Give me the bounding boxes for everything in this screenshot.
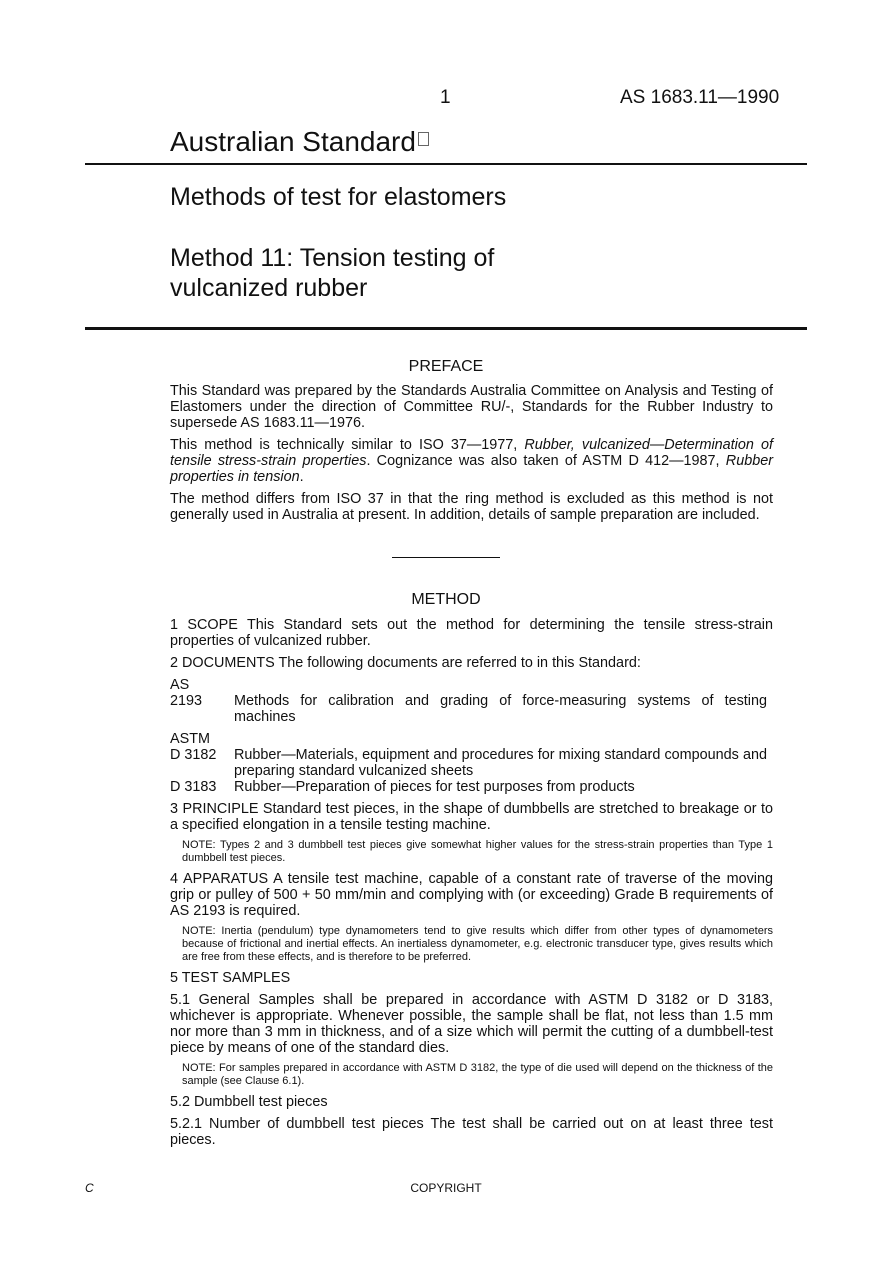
clause-3-text: Standard test pieces, in the shape of dumbbells are stretched to breakage or to a specified elongation in a tensile testing machine.	[170, 801, 773, 833]
method-heading: METHOD	[411, 591, 481, 608]
preface-p2-iso-title: Rubber, vulcanized—Determination of tensile stress-strain properties	[170, 437, 773, 469]
ref-d-3182	[170, 747, 773, 779]
ref-d-3183	[170, 779, 773, 795]
section-divider	[392, 557, 500, 558]
clause-5-1	[170, 992, 773, 1056]
clause-5-1-label: 5.1 General	[170, 992, 250, 1008]
method-title-line-2: vulcanized rubber	[170, 274, 368, 302]
clause-1	[170, 617, 773, 649]
ref-code: 2193	[170, 693, 203, 709]
clause-4	[170, 871, 773, 919]
preface-paragraph-2	[170, 437, 773, 485]
clause-5-2-1	[170, 1116, 773, 1148]
preface-p2-text-b: . Cognizance was also taken of ASTM D 412—1987,	[366, 453, 726, 469]
brand-title	[170, 126, 429, 158]
preface-body	[170, 383, 773, 529]
ref-as-2193	[170, 693, 773, 725]
ref-code: D 3182	[170, 747, 217, 763]
ref-group-astm: ASTM	[170, 731, 210, 747]
clause-5-2-1-text: The test shall be carried out on at least three test pieces.	[170, 1116, 773, 1148]
ref-code: D 3183	[170, 779, 217, 795]
clause-5-2-1-label: 5.2.1 Number of dumbbell test pieces	[170, 1116, 424, 1132]
ref-group-as: AS	[170, 677, 190, 693]
preface-p2-text-c: .	[299, 469, 304, 485]
method-body	[170, 617, 773, 1154]
clause-2-text: The following documents are referred to in this Standard:	[278, 655, 641, 671]
clause-2	[170, 655, 773, 671]
clause-5-1-text: Samples shall be prepared in accordance with ASTM D 3182 or D 3183, whichever is appropriate. Whenever possible, the sample shall be flat, not less than 1.5 mm nor more than 3 mm in thickness, and of a size which will permit the cutting of a dumbbell-test piece by means of one of the standard dies.	[170, 992, 774, 1056]
clause-3-note: NOTE: Types 2 and 3 dumbbell test pieces give somewhat higher values for the stress-strain properties than Type 1 dumbbell test pieces.	[182, 839, 773, 864]
method-title	[170, 243, 590, 303]
brand-text: Australian Standard	[170, 126, 416, 157]
title-divider	[85, 163, 807, 165]
page-number: 1	[440, 87, 451, 108]
clause-4-label: 4 APPARATUS	[170, 871, 269, 887]
clause-3-label: 3 PRINCIPLE	[170, 801, 259, 817]
clause-5-2: 5.2 Dumbbell test pieces	[170, 1094, 328, 1110]
footer-mark: C	[85, 1181, 94, 1195]
preface-p2-astm-title: Rubber properties in tension	[170, 453, 773, 485]
standard-number: AS 1683.11—1990	[620, 87, 780, 108]
clause-4-note: NOTE: Inertia (pendulum) type dynamometers tend to give results which differ from other types of dynamometers because of frictional and inertial effects. An inertialess dynamometer, e.g. electronic transducer type, gives results which are free from these effects, and is therefore to be preferred.	[182, 925, 773, 963]
registered-mark-icon	[418, 132, 429, 146]
preface-heading: PREFACE	[408, 358, 484, 375]
series-title: Methods of test for elastomers	[170, 183, 507, 211]
preface-paragraph-1: This Standard was prepared by the Standards Australia Committee on Analysis and Testing of Elastomers under the direction of Committee RU/-, Standards for the Rubber Industry to supersede AS 1683.11—1976.	[170, 383, 773, 431]
clause-4-text: A tensile test machine, capable of a constant rate of traverse of the moving grip or pulley of 500 + 50 mm/min and complying with (or exceeding) Grade B requirements of AS 2193 is required.	[170, 871, 773, 919]
ref-desc: Rubber—Materials, equipment and procedures for mixing standard compounds and preparing standard vulcanized sheets	[234, 747, 767, 779]
clause-5-1-note: NOTE: For samples prepared in accordance with ASTM D 3182, the type of die used will depend on the thickness of the sample (see Clause 6.1).	[182, 1062, 773, 1087]
clause-1-text: This Standard sets out the method for determining the tensile stress-strain properties of vulcanized rubber.	[170, 617, 773, 649]
header-divider	[85, 327, 807, 330]
footer-copyright: COPYRIGHT	[410, 1181, 482, 1195]
ref-desc: Methods for calibration and grading of force-measuring systems of testing machines	[234, 693, 767, 725]
ref-desc: Rubber—Preparation of pieces for test purposes from products	[234, 779, 635, 795]
method-title-line-1: Method 11: Tension testing of	[170, 244, 495, 272]
clause-1-label: 1 SCOPE	[170, 617, 238, 633]
clause-5: 5 TEST SAMPLES	[170, 970, 291, 986]
preface-p2-text-a: This method is technically similar to ISO 37—1977,	[170, 437, 525, 453]
clause-2-label: 2 DOCUMENTS	[170, 655, 275, 671]
clause-3	[170, 801, 773, 833]
preface-paragraph-3: The method differs from ISO 37 in that the ring method is excluded as this method is not generally used in Australia at present. In addition, details of sample preparation are included.	[170, 491, 773, 523]
